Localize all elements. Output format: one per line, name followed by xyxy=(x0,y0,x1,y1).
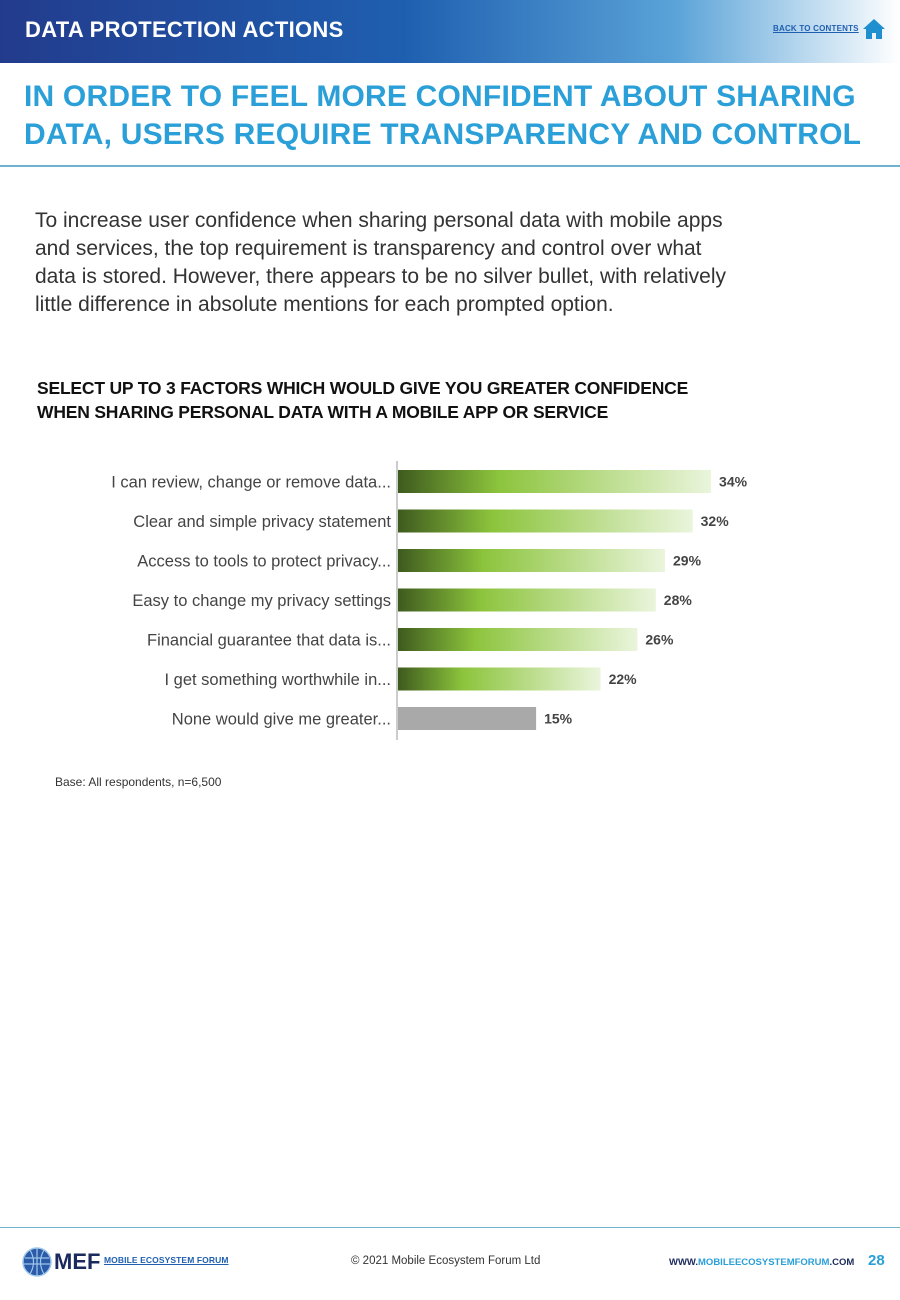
value-label: 34% xyxy=(719,473,748,490)
category-label: I get something worthwhile in... xyxy=(164,671,391,689)
page-headline xyxy=(24,78,890,154)
category-label: Financial guarantee that data is... xyxy=(147,631,391,650)
section-title: DATA PROTECTION ACTIONS xyxy=(25,17,344,42)
headline-line: IN ORDER TO FEEL MORE CONFIDENT ABOUT SHARING xyxy=(24,80,856,113)
chart-title-line: SELECT UP TO 3 FACTORS WHICH WOULD GIVE YOU GREATER CONFIDENCE xyxy=(37,378,689,398)
bar xyxy=(398,549,665,572)
chart-title xyxy=(37,376,688,424)
bar xyxy=(398,470,711,493)
value-label: 22% xyxy=(608,671,637,687)
footer-brand-sub: MOBILE ECOSYSTEM FORUM xyxy=(104,1255,229,1265)
category-label: Easy to change my privacy settings xyxy=(132,592,391,610)
value-label: 15% xyxy=(544,710,573,727)
divider xyxy=(0,165,900,167)
chart-title-line: WHEN SHARING PERSONAL DATA WITH A MOBILE APP OR SERVICE xyxy=(37,402,609,422)
value-label: 28% xyxy=(663,592,692,608)
intro-line: little difference in absolute mentions for each prompted option. xyxy=(35,293,614,316)
footer-copyright: © 2021 Mobile Ecosystem Forum Ltd xyxy=(351,1255,541,1267)
value-label: 32% xyxy=(700,513,729,529)
bar xyxy=(398,589,656,612)
footer-brand: MEF xyxy=(54,1249,101,1274)
bar xyxy=(398,707,536,730)
category-label: None would give me greater... xyxy=(171,710,391,729)
base-note: Base: All respondents, n=6,500 xyxy=(55,775,222,789)
category-label: Access to tools to protect privacy... xyxy=(137,552,391,571)
page-number: 28 xyxy=(868,1252,885,1269)
category-label: I can review, change or remove data... xyxy=(111,473,391,492)
intro-line: data is stored. However, there appears to be no silver bullet, with relatively xyxy=(35,265,727,288)
url-accent: MOBILEECOSYSTEMFORUM xyxy=(698,1257,830,1268)
globe-logo-icon xyxy=(22,1247,52,1277)
intro-paragraph xyxy=(35,207,865,319)
home-icon[interactable] xyxy=(862,17,886,41)
bar-chart xyxy=(0,455,900,750)
value-label: 26% xyxy=(645,631,674,648)
intro-line: To increase user confidence when sharing personal data with mobile apps xyxy=(35,209,723,232)
url-prefix: WWW. xyxy=(669,1257,699,1268)
bar xyxy=(398,628,637,651)
category-label: Clear and simple privacy statement xyxy=(133,513,391,531)
bar xyxy=(398,668,601,691)
value-label: 29% xyxy=(673,552,702,569)
headline-line: DATA, USERS REQUIRE TRANSPARENCY AND CONTROL xyxy=(24,118,862,151)
bar xyxy=(398,510,693,533)
url-suffix: .COM xyxy=(829,1257,855,1268)
footer-divider xyxy=(0,1227,900,1228)
footer-url[interactable] xyxy=(669,1257,854,1268)
intro-line: and services, the top requirement is transparency and control over what xyxy=(35,237,702,260)
back-to-contents-link[interactable]: BACK TO CONTENTS xyxy=(773,24,859,33)
